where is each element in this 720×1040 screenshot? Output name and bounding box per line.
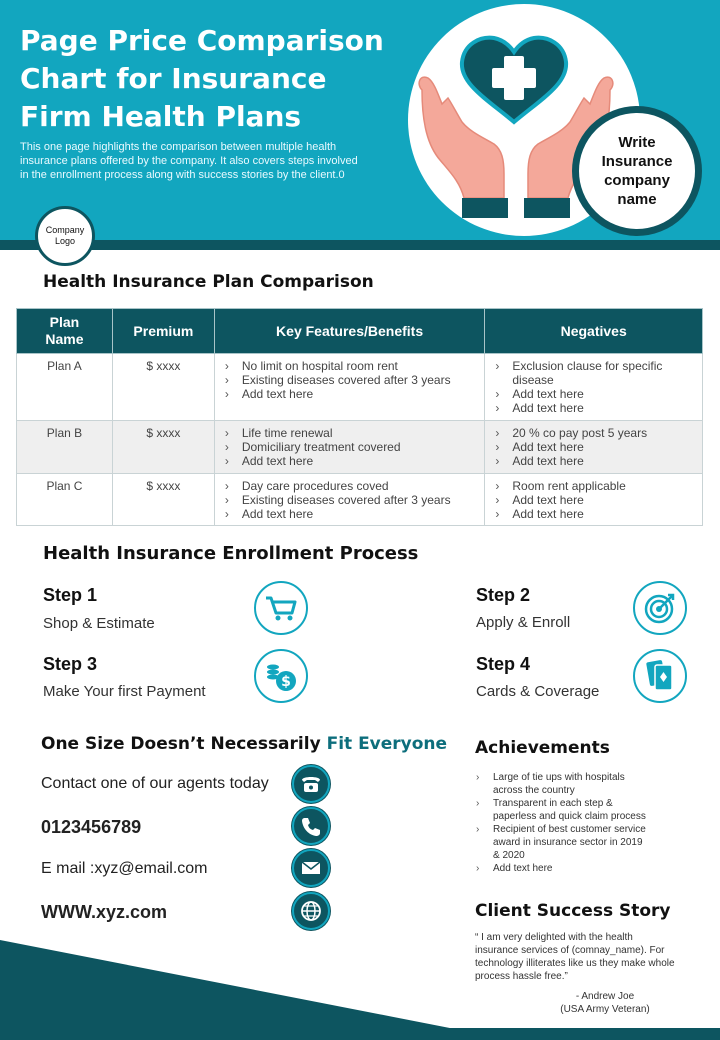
page-subtitle: This one page highlights the comparison between multiple health insurance plans offered by the company. It also covers steps involved in the enrollment process along with success stories by the client.0 xyxy=(20,141,358,181)
step-3-desc: Make Your first Payment xyxy=(43,683,206,700)
list-item: › Recipient of best customer service award in insurance sector in 2019 & 2020 xyxy=(476,823,646,862)
premium-cell: $ xxxx xyxy=(112,421,214,474)
column-header: Negatives xyxy=(485,309,703,354)
column-header: Premium xyxy=(112,309,214,354)
step-3-title: Step 3 xyxy=(43,654,98,674)
step-2-title: Step 2 xyxy=(476,585,531,605)
author-note: (USA Army Veteran) xyxy=(560,1004,650,1015)
website-link[interactable]: WWW.xyz.com xyxy=(41,902,168,922)
list-item: › Domiciliary treatment covered xyxy=(219,440,481,454)
phone-icon xyxy=(292,807,330,845)
list-item: › Add text here xyxy=(219,387,481,401)
column-header: Key Features/Benefits xyxy=(214,309,485,354)
achievements-list xyxy=(476,771,646,875)
list-item: › Exclusion clause for specific disease xyxy=(489,359,698,387)
step-4-title: Step 4 xyxy=(476,654,531,674)
svg-text:$: $ xyxy=(281,674,291,690)
table-row xyxy=(17,354,703,421)
comparison-heading: Health Insurance Plan Comparison xyxy=(43,272,374,292)
globe-icon xyxy=(292,892,330,930)
plan-name-cell: Plan B xyxy=(17,421,113,474)
story-heading: Client Success Story xyxy=(475,901,671,921)
company-logo: Company Logo xyxy=(35,206,95,266)
column-header: Plan Name xyxy=(17,309,113,354)
step-2-desc: Apply & Enroll xyxy=(476,614,571,631)
features-cell xyxy=(214,354,485,421)
contact-heading xyxy=(41,734,447,754)
phone-number[interactable]: 0123456789 xyxy=(41,817,142,837)
company-name-badge: Write Insurance company name xyxy=(572,106,702,236)
step-4-desc: Cards & Coverage xyxy=(476,683,600,700)
plan-comparison-table xyxy=(16,308,703,526)
negatives-cell xyxy=(485,474,703,526)
negatives-cell xyxy=(485,354,703,421)
list-item: › Add text here xyxy=(489,387,698,401)
contact-heading-accent: Fit Everyone xyxy=(326,734,448,754)
list-item: › Day care procedures coved xyxy=(219,479,481,493)
bottom-bar xyxy=(0,1028,720,1040)
story-quote: “ I am very delighted with the health insurance services of (comnay_name). For technology illiterates like us they make whole process hassle free.” xyxy=(475,932,675,982)
mail-icon xyxy=(292,849,330,887)
list-item: › Existing diseases covered after 3 years xyxy=(219,493,481,507)
table-row xyxy=(17,474,703,526)
list-item: › Add text here xyxy=(489,507,698,521)
achievements-heading: Achievements xyxy=(475,738,610,758)
telephone-icon xyxy=(292,765,330,803)
list-item: › Existing diseases covered after 3 years xyxy=(219,373,481,387)
step-1-title: Step 1 xyxy=(43,585,98,605)
list-item: › 20 % co pay post 5 years xyxy=(489,426,698,440)
cards-icon xyxy=(633,649,687,703)
page-title: Page Price Comparison Chart for Insurance Firm Health Plans xyxy=(20,24,384,133)
list-item: › Add text here xyxy=(489,493,698,507)
list-item: › Add text here xyxy=(219,507,481,521)
story-author xyxy=(540,990,670,1016)
author-name: - Andrew Joe xyxy=(575,991,635,1002)
table-header-row xyxy=(17,309,703,354)
list-item: › Add text here xyxy=(489,440,698,454)
target-icon xyxy=(633,581,687,635)
list-item: › Transparent in each step & paperless and quick claim process xyxy=(476,797,646,823)
shopping-cart-icon xyxy=(254,581,308,635)
coins-dollar-icon xyxy=(254,649,308,703)
contact-agents-text: Contact one of our agents today xyxy=(41,775,269,792)
negatives-cell xyxy=(485,421,703,474)
contact-heading-main: One Size Doesn’t Necessarily xyxy=(41,734,321,754)
enrollment-heading: Health Insurance Enrollment Process xyxy=(43,543,419,564)
features-cell xyxy=(214,474,485,526)
premium-cell: $ xxxx xyxy=(112,354,214,421)
plan-name-cell: Plan C xyxy=(17,474,113,526)
list-item: › Add text here xyxy=(489,401,698,415)
premium-cell: $ xxxx xyxy=(112,474,214,526)
list-item: › Room rent applicable xyxy=(489,479,698,493)
plan-name-cell: Plan A xyxy=(17,354,113,421)
header-divider xyxy=(0,240,720,250)
features-cell xyxy=(214,421,485,474)
email-address[interactable]: E mail :xyz@email.com xyxy=(41,860,208,877)
list-item: › Add text here xyxy=(489,454,698,468)
list-item: › Add text here xyxy=(476,862,646,875)
bottom-decoration xyxy=(0,940,460,1040)
table-row xyxy=(17,421,703,474)
list-item: › Large of tie ups with hospitals across the country xyxy=(476,771,646,797)
step-1-desc: Shop & Estimate xyxy=(43,615,155,632)
list-item: › Add text here xyxy=(219,454,481,468)
list-item: › Life time renewal xyxy=(219,426,481,440)
list-item: › No limit on hospital room rent xyxy=(219,359,481,373)
